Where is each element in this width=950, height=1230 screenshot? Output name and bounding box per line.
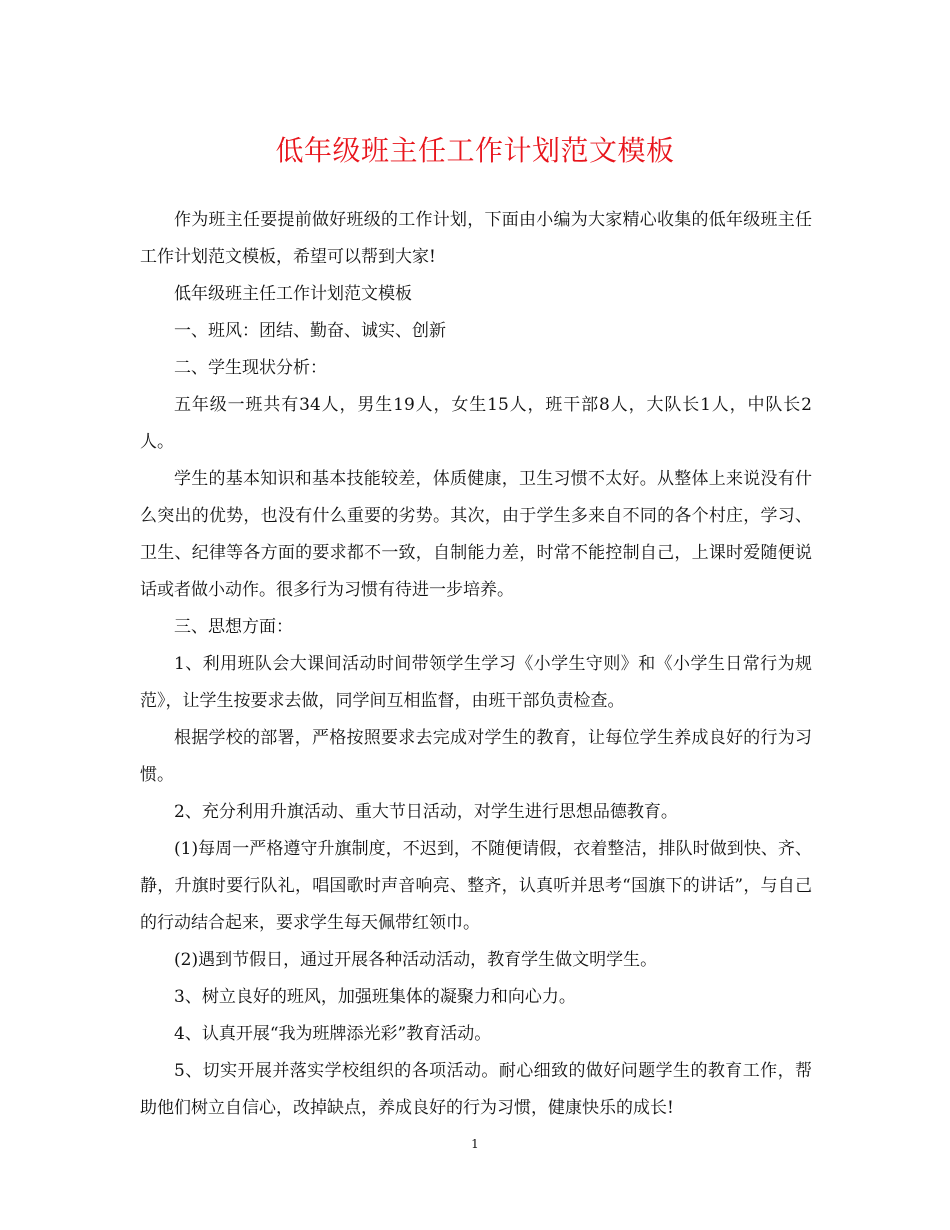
paragraph-heading-thought: 三、思想方面： [174,617,293,637]
paragraph-item-1: 1、利用班队会大课间活动时间带领学生学习《小学生守则》和《小学生日常行为规范》，让学生按要求去做，同学间互相监督，由班干部负责检查。 [140,654,812,711]
paragraph-subtitle: 低年级班主任工作计划范文模板 [174,284,412,304]
paragraph-intro: 作为班主任要提前做好班级的工作计划，下面由小编为大家精心收集的低年级班主任工作计划范文模板，希望可以帮到大家! [140,210,812,267]
paragraph-student-situation: 学生的基本知识和基本技能较差，体质健康，卫生习惯不太好。从整体上来说没有什么突出的优势，也没有什么重要的劣势。其次，由于学生多来自不同的各个村庄，学习、卫生、纪律等各方面的要求都不一致，自制能力差，时常不能控制自己，上课时爱随便说话或者做小动作。很多行为习惯有待进一步培养。 [140,469,812,600]
paragraph-item-3: 3、树立良好的班风，加强班集体的凝聚力和向心力。 [174,987,576,1007]
paragraph-item-2-2: (2)遇到节假日，通过开展各种活动活动，教育学生做文明学生。 [174,950,658,970]
paragraph-class-style: 一、班风：团结、勤奋、诚实、创新 [174,321,446,341]
page-number: 1 [471,1137,479,1151]
paragraph-item-2-1: (1)每周一严格遵守升旗制度，不迟到，不随便请假，衣着整洁，排队时做到快、齐、静，升旗时要行队礼，唱国歌时声音响亮、整齐，认真听并思考“国旗下的讲话”，与自己的行动结合起来，要求学生每天佩带红领巾。 [140,839,812,933]
paragraph-item-5: 5、切实开展并落实学校组织的各项活动。耐心细致的做好问题学生的教育工作，帮助他们树立自信心，改掉缺点，养成良好的行为习惯，健康快乐的成长! [140,1061,812,1118]
paragraph-item-2: 2、充分利用升旗活动、重大节日活动，对学生进行思想品德教育。 [174,802,678,822]
document-body [140,202,812,1127]
paragraph-heading-analysis: 二、学生现状分析： [174,358,327,378]
paragraph-class-stats: 五年级一班共有34人，男生19人，女生15人，班干部8人，大队长1人，中队长2人。 [140,395,812,452]
document-title: 低年级班主任工作计划范文模板 [275,134,675,167]
paragraph-item-4: 4、认真开展“我为班牌添光彩”教育活动。 [174,1024,492,1044]
paragraph-school-deployment: 根据学校的部署，严格按照要求去完成对学生的教育，让每位学生养成良好的行为习惯。 [140,728,812,785]
